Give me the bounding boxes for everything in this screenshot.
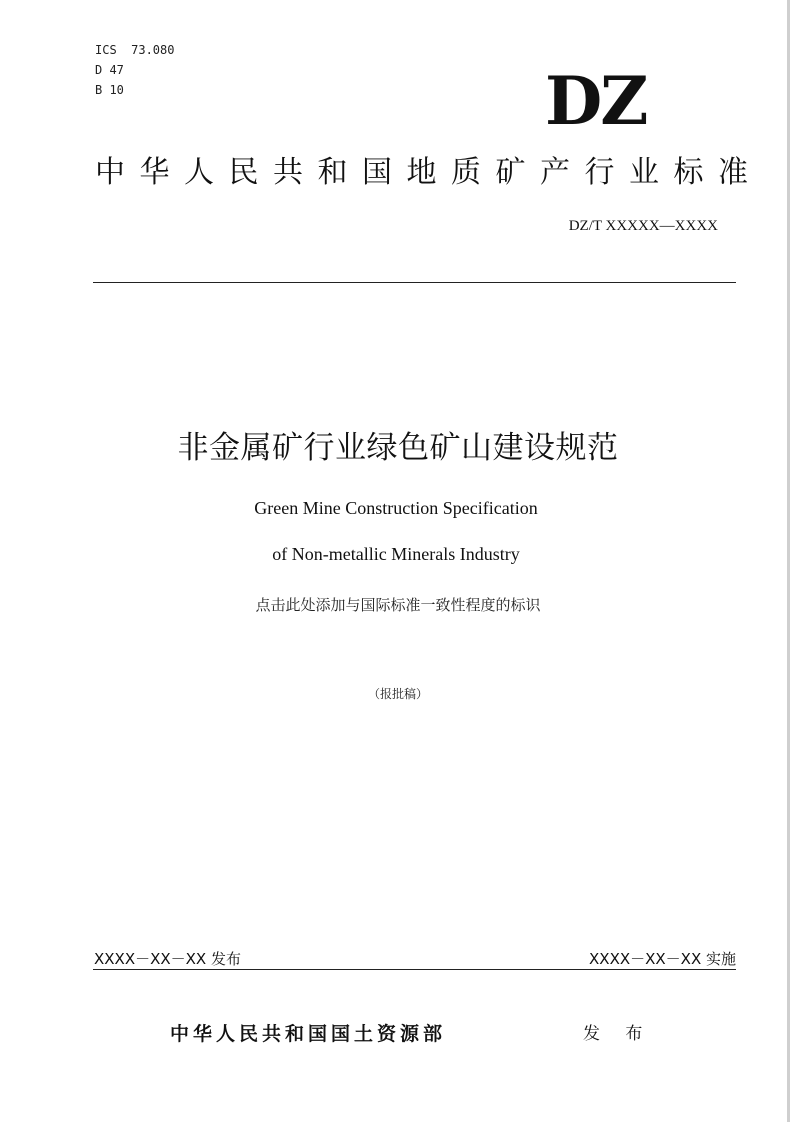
- document-title-en-line2: of Non-metallic Minerals Industry: [272, 544, 520, 564]
- dz-logo: DZ: [545, 62, 647, 140]
- standard-number: DZ/T XXXXX—XXXX: [568, 218, 718, 234]
- issuing-authority: 中华人民共和国国土资源部: [170, 1023, 447, 1045]
- issue-date: XXXX－XX－XX 发布: [94, 950, 241, 968]
- category-code: B 10: [95, 83, 124, 97]
- header-divider: [93, 282, 736, 283]
- implementation-date: XXXX－XX－XX 实施: [589, 950, 736, 968]
- ics-code: ICS 73.080: [95, 43, 175, 57]
- footer-divider: [93, 969, 736, 970]
- document-title-cn: 非金属矿行业绿色矿山建设规范: [177, 430, 619, 466]
- issue-verb: 发 布: [583, 1024, 653, 1044]
- industry-standard-title: 中华人民共和国地质矿产行业标准: [95, 155, 763, 190]
- draft-status: （报批稿）: [367, 687, 428, 701]
- document-title-en-line1: Green Mine Construction Specification: [254, 498, 538, 518]
- conformity-placeholder[interactable]: 点击此处添加与国际标准一致性程度的标识: [255, 596, 541, 614]
- ccs-code: D 47: [95, 63, 124, 77]
- classification-codes: [95, 40, 174, 100]
